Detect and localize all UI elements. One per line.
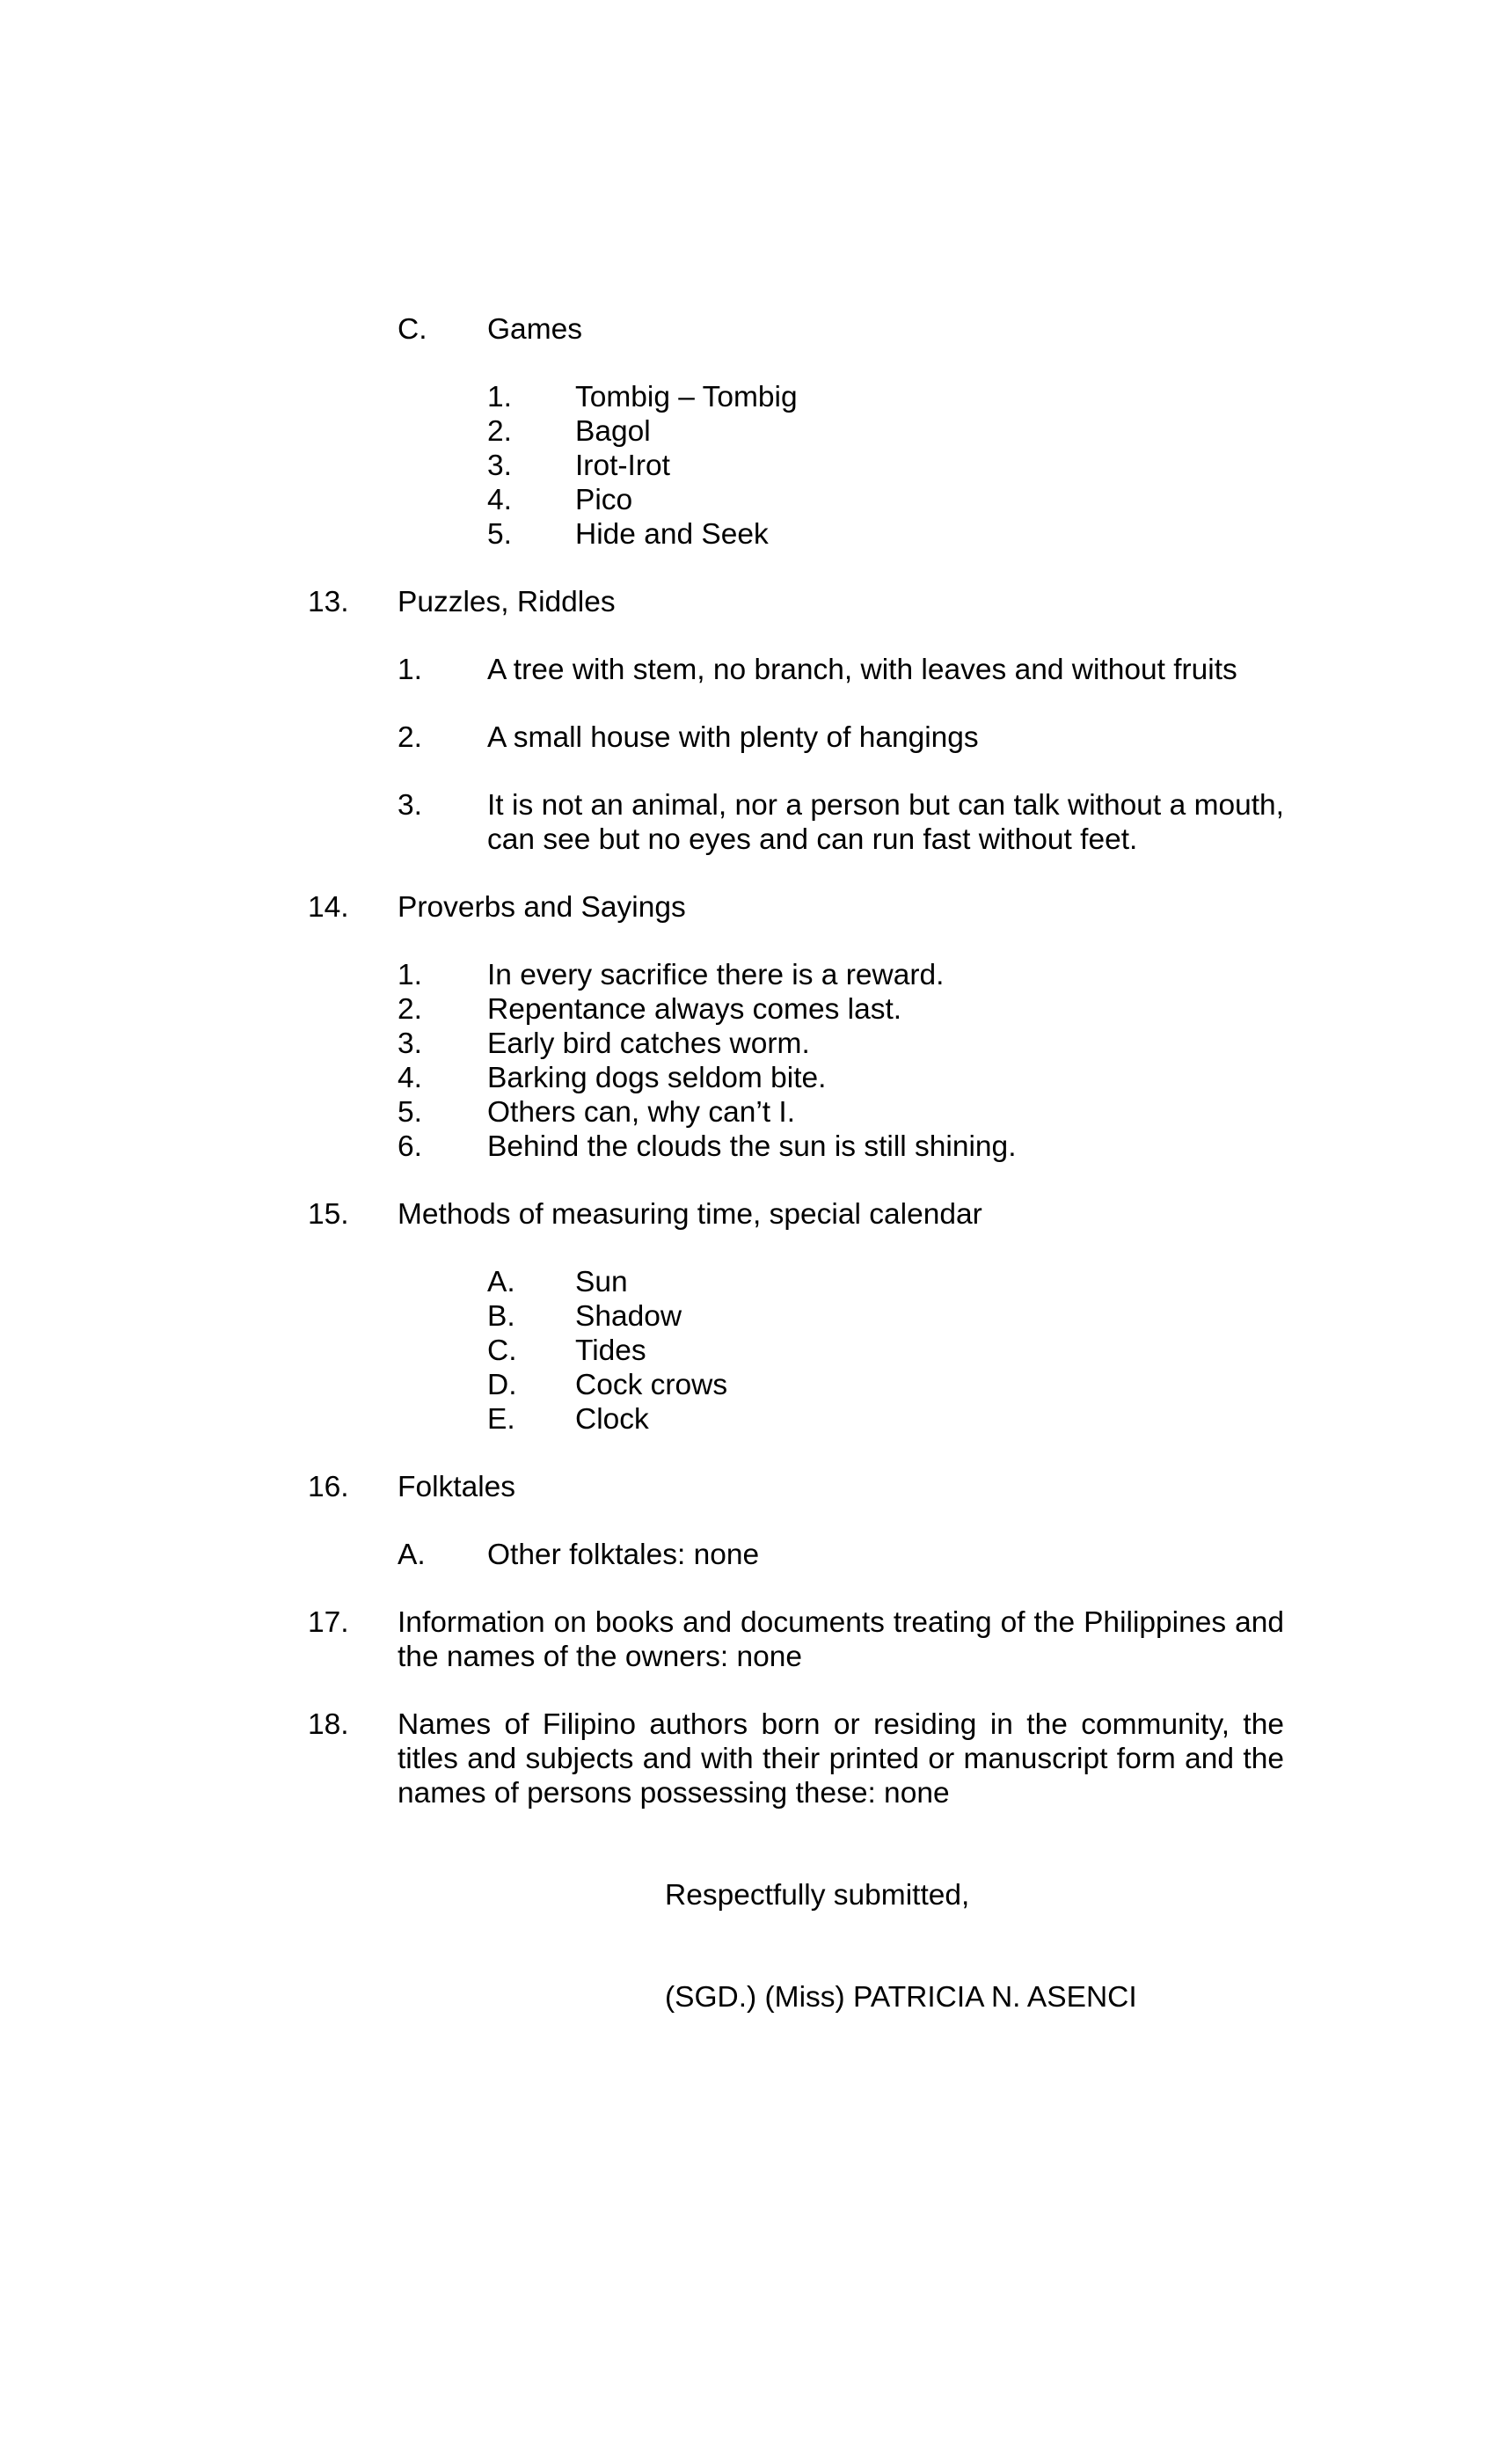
closing-salutation: Respectfully submitted, [665,1879,970,1912]
proverb-number: 4. [398,1062,422,1094]
riddle-text: A tree with stem, no branch, with leaves and without fruits [487,654,1237,686]
authors-text: Names of Filipino authors born or residing in the community, the titles and subjects and with their printed or manuscript form and the names of persons possessing these: none [398,1708,1284,1810]
puzzles-title: Puzzles, Riddles [398,586,616,618]
riddle-text: A small house with plenty of hangings [487,721,979,754]
time-method-text: Clock [575,1403,649,1436]
games-title: Games [487,313,582,346]
folktales-title: Folktales [398,1471,516,1503]
time-method-text: Shadow [575,1300,682,1333]
games-item-number: 4. [487,484,512,516]
section-number-13: 13. [308,586,349,618]
proverbs-title: Proverbs and Sayings [398,891,686,924]
riddle-number: 3. [398,789,422,822]
folktale-text: Other folktales: none [487,1539,760,1571]
time-method-letter: B. [487,1300,515,1333]
games-letter: C. [398,313,427,346]
games-item-text: Hide and Seek [575,518,769,551]
section-number-16: 16. [308,1471,349,1503]
proverb-number: 2. [398,993,422,1026]
riddle-number: 2. [398,721,422,754]
section-number-15: 15. [308,1198,349,1231]
proverb-text: In every sacrifice there is a reward. [487,959,945,991]
games-item-text: Pico [575,484,633,516]
games-item-number: 2. [487,415,512,448]
games-item-number: 1. [487,381,512,413]
proverb-text: Behind the clouds the sun is still shining. [487,1130,1017,1163]
proverb-number: 3. [398,1027,422,1060]
section-number-14: 14. [308,891,349,924]
proverb-text: Repentance always comes last. [487,993,902,1026]
folktale-letter: A. [398,1539,426,1571]
time-method-letter: E. [487,1403,515,1436]
games-item-number: 5. [487,518,512,551]
time-methods-title: Methods of measuring time, special calendar [398,1198,982,1231]
games-item-text: Tombig – Tombig [575,381,798,413]
signature-line: (SGD.) (Miss) PATRICIA N. ASENCI [665,1981,1137,2014]
time-method-text: Tides [575,1334,646,1367]
proverb-number: 1. [398,959,422,991]
time-method-letter: A. [487,1266,515,1298]
proverb-text: Early bird catches worm. [487,1027,810,1060]
riddle-number: 1. [398,654,422,686]
games-item-text: Bagol [575,415,651,448]
games-item-number: 3. [487,450,512,482]
books-text: Information on books and documents treating of the Philippines and the names of the owners: none [398,1606,1284,1673]
proverb-text: Barking dogs seldom bite. [487,1062,827,1094]
time-method-text: Cock crows [575,1369,728,1401]
proverb-number: 5. [398,1096,422,1129]
section-number-17: 17. [308,1606,349,1639]
proverb-text: Others can, why can’t I. [487,1096,796,1129]
time-method-letter: C. [487,1334,517,1367]
section-number-18: 18. [308,1708,349,1741]
time-method-letter: D. [487,1369,517,1401]
proverb-number: 6. [398,1130,422,1163]
games-item-text: Irot-Irot [575,450,670,482]
time-method-text: Sun [575,1266,628,1298]
riddle-text: It is not an animal, nor a person but can talk without a mouth, can see but no eyes and can run fast without feet. [487,789,1284,856]
